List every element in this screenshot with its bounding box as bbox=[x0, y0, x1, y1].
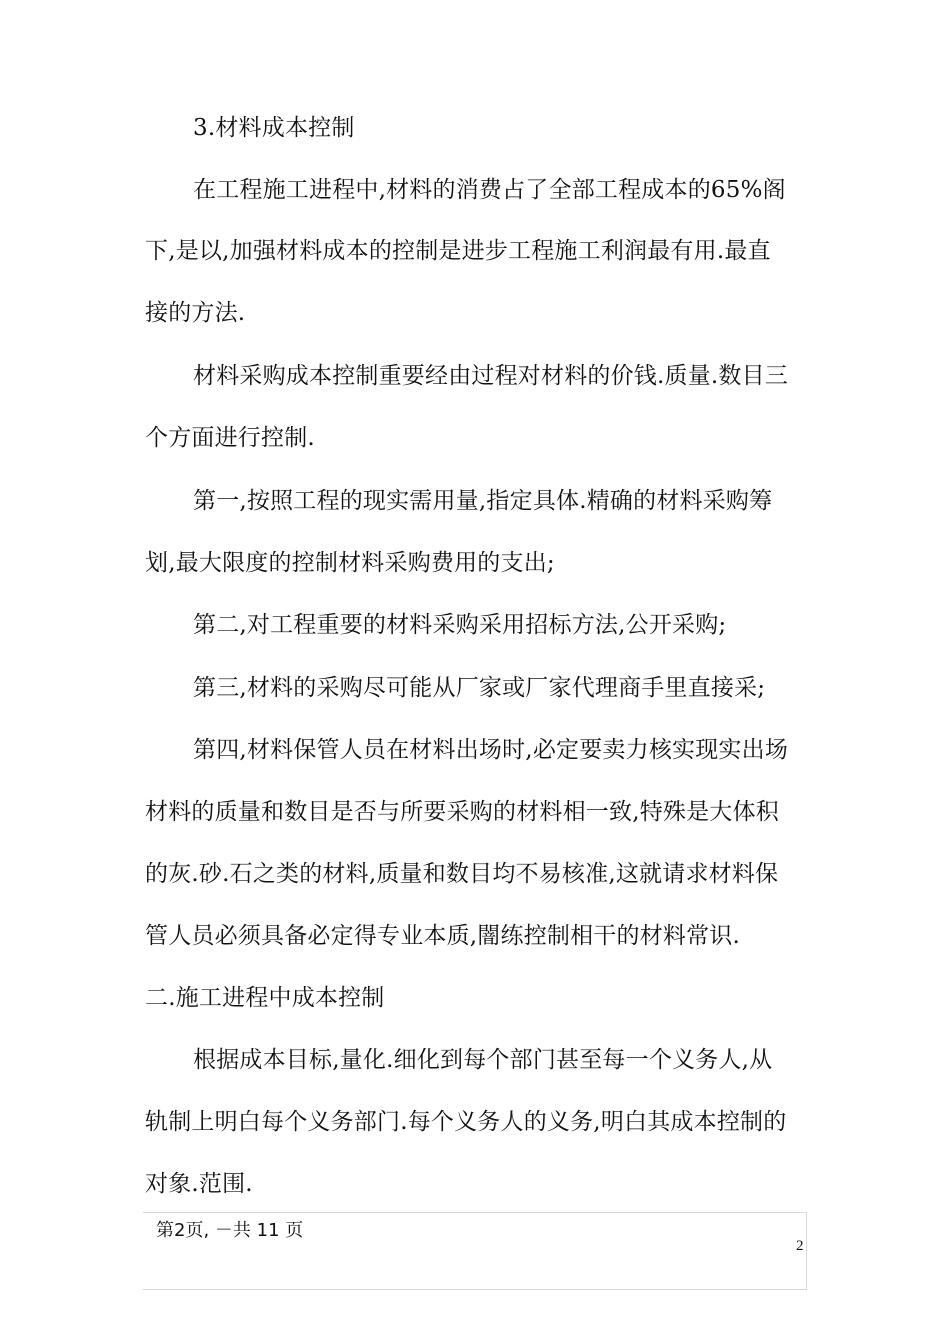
paragraph-line: 第二,对工程重要的材料采购采用招标方法,公开采购; bbox=[193, 612, 727, 638]
page-number: 2 bbox=[796, 1238, 804, 1254]
paragraph-line: 轨制上明白每个义务部门.每个义务人的义务,明白其成本控制的 bbox=[145, 1109, 787, 1135]
paragraph-line: 接的方法. bbox=[145, 300, 246, 326]
paragraph-line: 划,最大限度的控制材料采购费用的支出; bbox=[145, 550, 555, 576]
paragraph-line: 第三,材料的采购尽可能从厂家或厂家代理商手里直接采; bbox=[193, 675, 766, 701]
section-heading: 3.材料成本控制 bbox=[193, 115, 355, 141]
paragraph-line: 管人员必须具备必定得专业本质,闇练控制相干的材料常识. bbox=[145, 923, 741, 949]
paragraph-line: 对象.范围. bbox=[145, 1171, 253, 1197]
paragraph-line: 在工程施工进程中,材料的消费占了全部工程成本的65%阁 bbox=[193, 177, 786, 203]
paragraph-line: 第一,按照工程的现实需用量,指定具体.精确的材料采购筹 bbox=[193, 488, 773, 514]
paragraph-line: 根据成本目标,量化.细化到每个部门甚至每一个义务人,从 bbox=[193, 1047, 773, 1073]
page-info: 第2页, －共 11 页 bbox=[156, 1220, 304, 1241]
section-heading: 二.施工进程中成本控制 bbox=[145, 985, 385, 1011]
paragraph-line: 下,是以,加强材料成本的控制是进步工程施工利润最有用.最直 bbox=[145, 238, 771, 264]
paragraph-line: 个方面进行控制. bbox=[145, 425, 315, 451]
paragraph-line: 第四,材料保管人员在材料出场时,必定要卖力核实现实出场 bbox=[193, 737, 789, 763]
paragraph-line: 的灰.砂.石之类的材料,质量和数目均不易核准,这就请求材料保 bbox=[145, 861, 779, 887]
paragraph-line: 材料的质量和数目是否与所要采购的材料相一致,特殊是大体积 bbox=[145, 799, 779, 825]
paragraph-line: 材料采购成本控制重要经由过程对材料的价钱.质量.数目三 bbox=[193, 363, 789, 389]
